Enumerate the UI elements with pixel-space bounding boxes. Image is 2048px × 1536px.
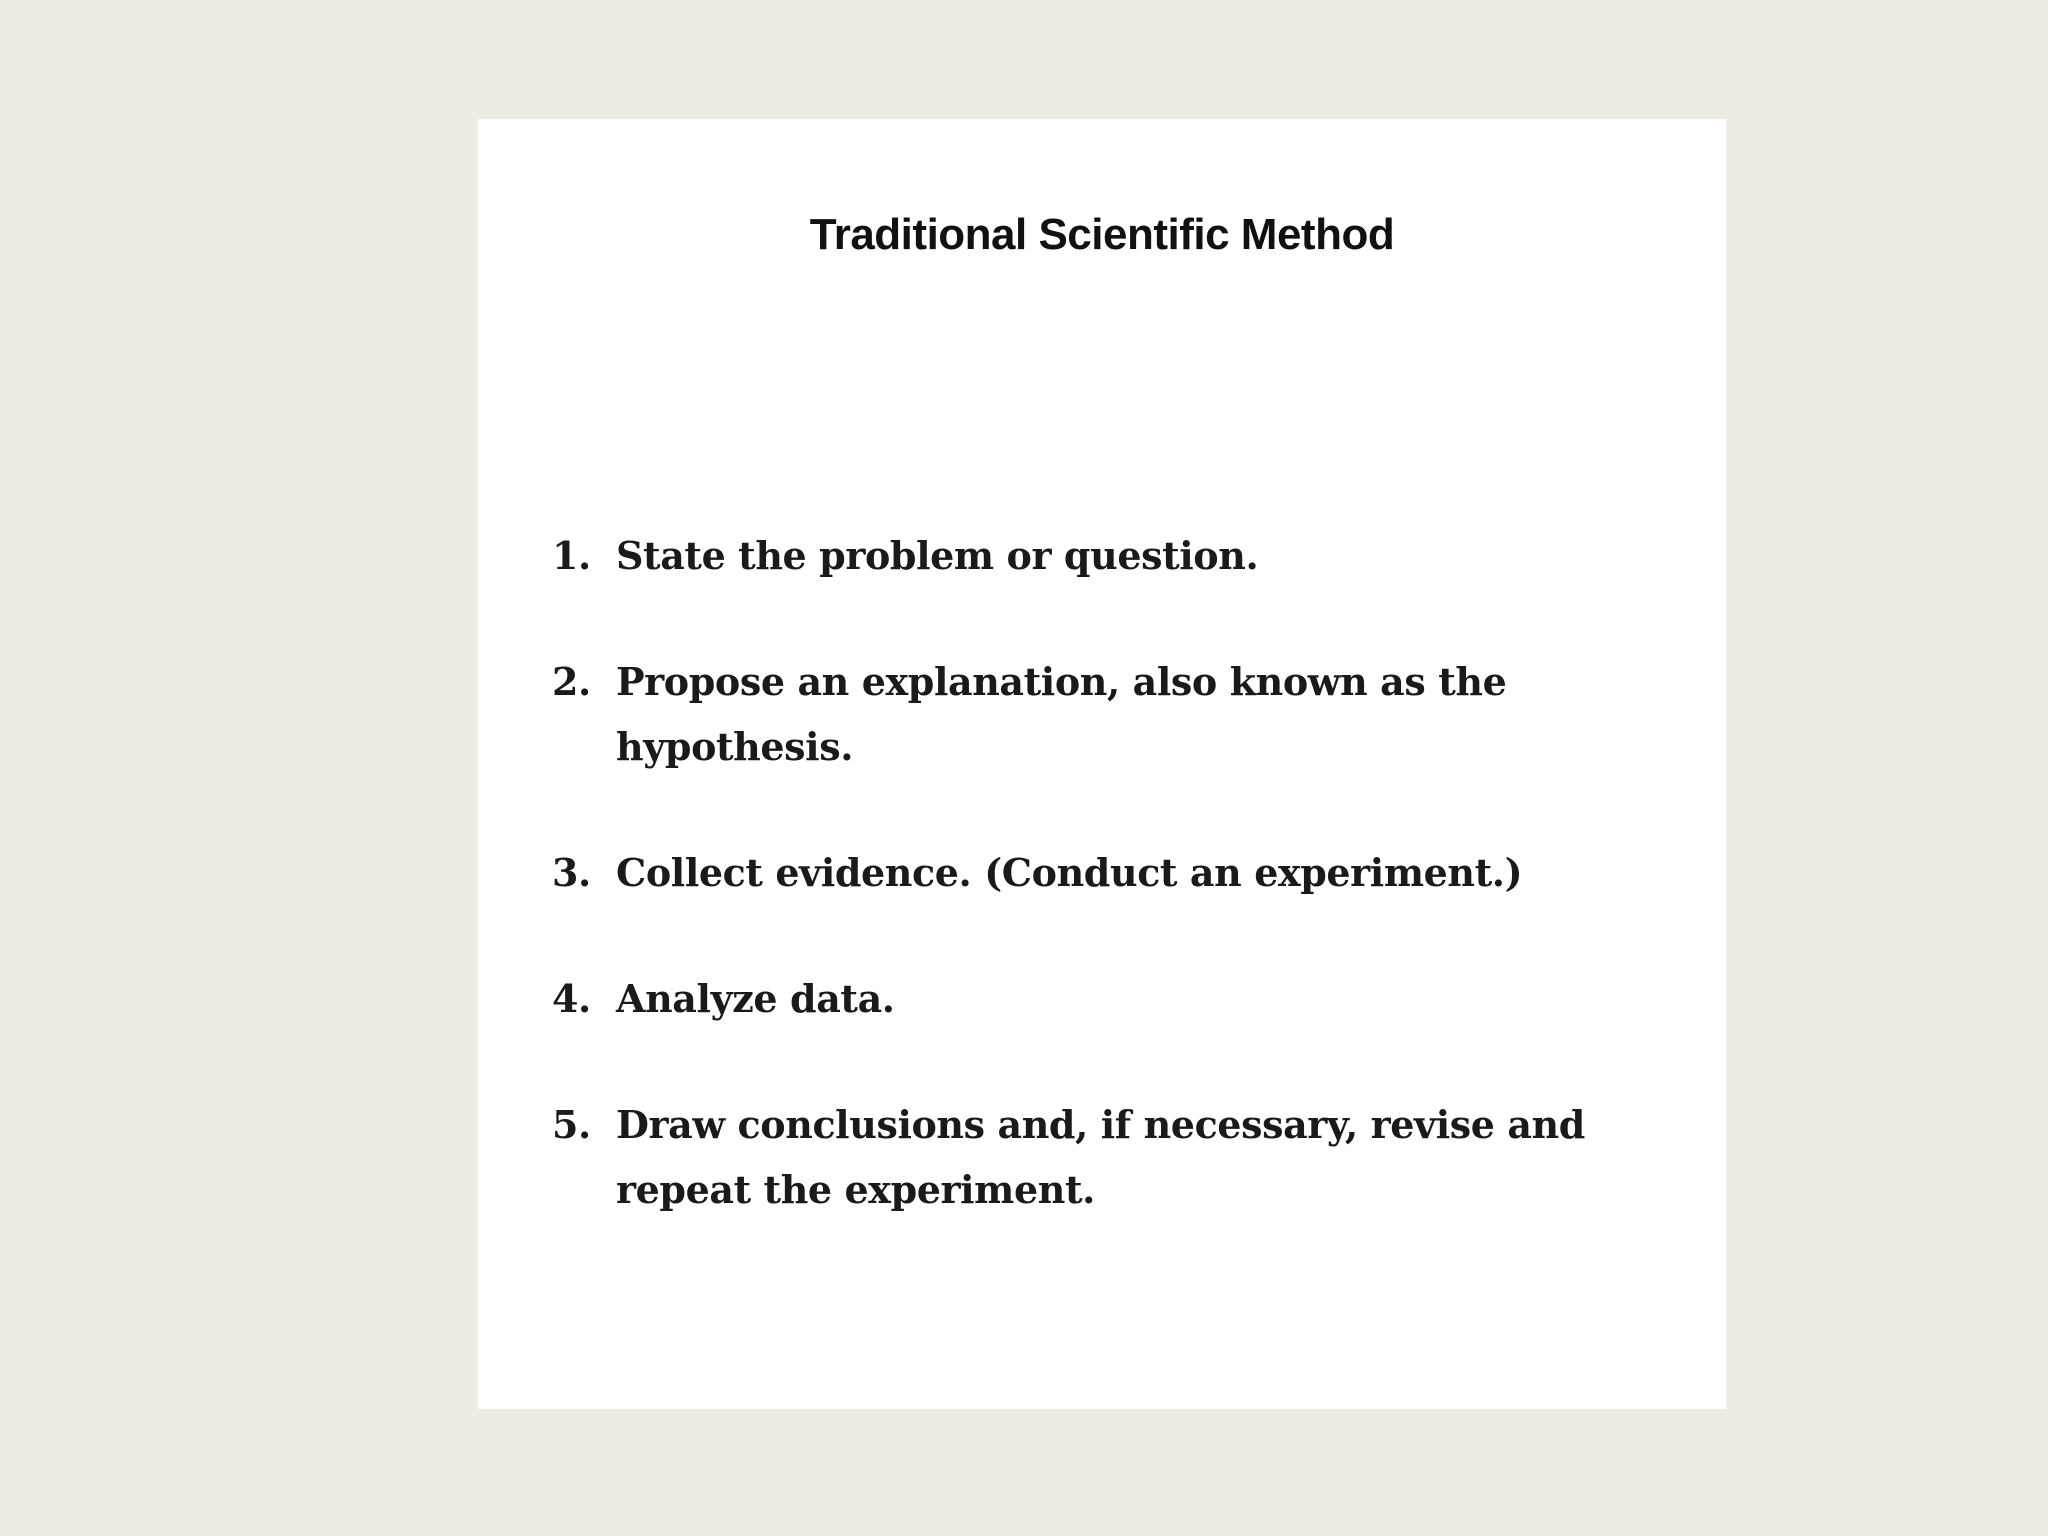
step-text: Draw conclusions and, if necessary, revise and repeat the experiment.	[616, 1102, 1585, 1212]
step-number: 1.	[552, 533, 591, 578]
step-text: Analyze data.	[616, 976, 895, 1021]
document-page	[478, 119, 1726, 1409]
list-item	[552, 1092, 1652, 1222]
steps-list	[552, 523, 1652, 1222]
step-text: Propose an explanation, also known as the hypothesis.	[616, 659, 1507, 769]
step-number: 4.	[552, 976, 591, 1021]
document-title: Traditional Scientific Method	[809, 210, 1395, 259]
list-item	[552, 523, 1652, 588]
step-number: 2.	[552, 659, 591, 704]
step-text: Collect evidence. (Conduct an experiment.)	[616, 850, 1523, 895]
step-text: State the problem or question.	[616, 533, 1259, 578]
list-item	[552, 649, 1652, 779]
list-item	[552, 966, 1652, 1031]
step-number: 3.	[552, 850, 591, 895]
step-number: 5.	[552, 1102, 591, 1147]
list-item	[552, 840, 1652, 905]
